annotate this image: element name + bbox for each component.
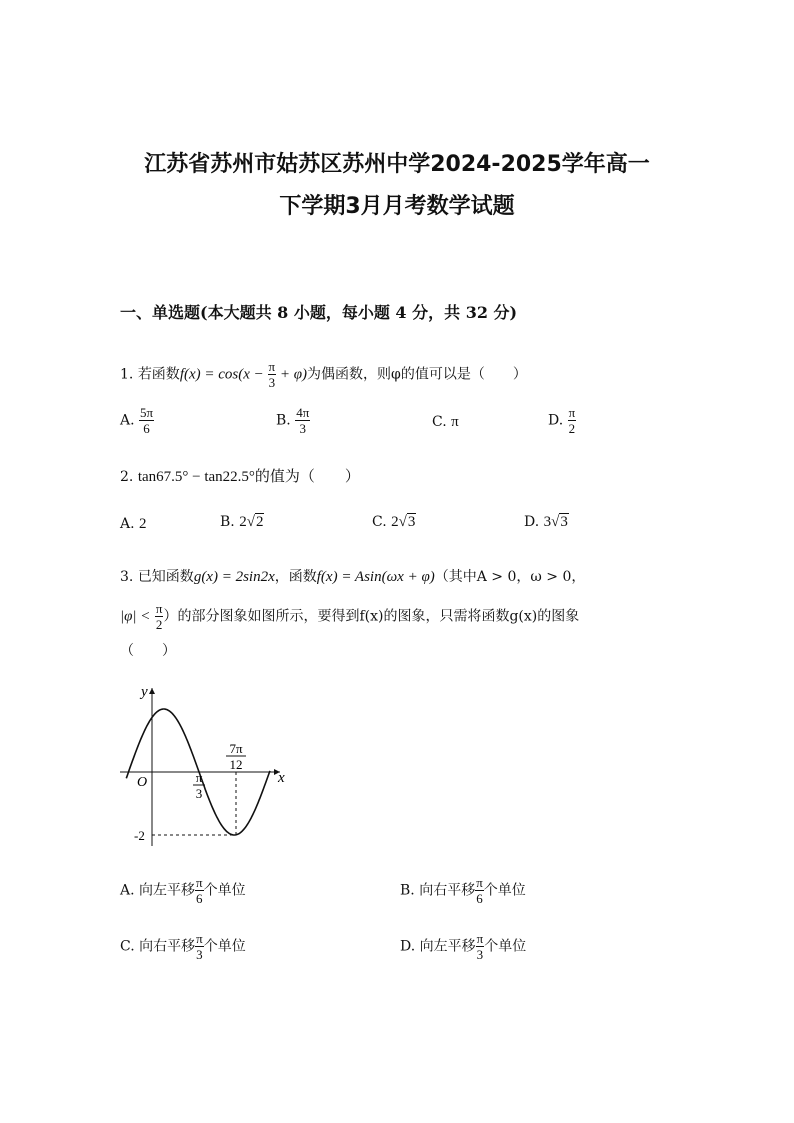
question-1 [120, 360, 527, 389]
tick1-num: π [195, 770, 203, 785]
y-label: y [141, 684, 148, 700]
tick1-den: 3 [195, 786, 203, 801]
q3-option-a[interactable]: A. 向左平移 $\frac{\pi}{6}$ 个单位 [120, 875, 246, 906]
q2-text: tan67.5° − tan22.5°的值为（ ） [137, 469, 360, 485]
tick2-den: 12 [229, 757, 243, 772]
q1-option-b[interactable]: B. $\frac{4\pi}{3}$ [276, 405, 310, 436]
q1-number: 1. [120, 366, 134, 383]
title-line-2: 下学期3月月考数学试题 [279, 194, 515, 219]
q3-cond: （其中A > 0，ω > 0， [434, 569, 586, 585]
q3-option-c[interactable]: C. 向右平移 $\frac{\pi}{3}$ 个单位 [120, 931, 246, 962]
q3-f: f(x) = Asin(ωx + φ) [316, 569, 435, 585]
q1-option-c[interactable]: C. π [432, 414, 459, 430]
q1-pre: 若函数 [137, 366, 180, 383]
q3-g: g(x) = 2sin2x [193, 569, 275, 585]
q2-option-c[interactable]: C. 2√3 [372, 514, 416, 530]
q2-number: 2. [120, 469, 134, 485]
q1-option-d[interactable]: D. $\frac{\pi}{2}$ [548, 405, 576, 436]
q1-func-end: + φ) [276, 366, 308, 383]
q2-option-b[interactable]: B. 2√2 [220, 514, 264, 530]
q3-option-d[interactable]: D. 向左平移 $\frac{\pi}{3}$ 个单位 [400, 931, 527, 962]
q2-option-a[interactable]: A. 2 [120, 516, 147, 532]
section-heading: 一、单选题(本大题共 8 小题，每小题 4 分，共 32 分) [120, 303, 518, 322]
function-graph [120, 678, 300, 848]
q3-paren: （ ） [120, 643, 176, 659]
q3-option-b[interactable]: B. 向右平移 $\frac{\pi}{6}$ 个单位 [400, 875, 526, 906]
question-3: 3. 已知函数g(x) = 2sin2x，函数f(x) = Asin(ωx + φ)（其中A > 0，ω > 0， [120, 569, 586, 585]
q1-post: 为偶函数，则φ的值可以是（ ） [307, 366, 527, 383]
q3-line-2: |φ| < $\frac{\pi}{2}$ ）的部分图象如图所示，要得到f(x)的图象，只需将函数g(x)的图象 [120, 601, 580, 632]
q1-func: f(x) = cos(x − [179, 366, 268, 383]
page-title [60, 144, 734, 228]
question-2 [120, 465, 360, 486]
x-label: x [278, 770, 285, 786]
title-line-1: 江苏省苏州市姑苏区苏州中学2024-2025学年高一 [144, 152, 650, 177]
origin-label: O [137, 775, 148, 790]
q1-option-a[interactable]: A. $\frac{5\pi}{6}$ [120, 405, 154, 436]
q1-frac: $\frac{\pi}{3}$ [268, 359, 276, 390]
min-label: -2 [134, 828, 145, 843]
q3-number: 3. [120, 569, 134, 585]
q2-option-d[interactable]: D. 3√3 [524, 514, 568, 530]
tick2-num: 7π [229, 741, 243, 756]
